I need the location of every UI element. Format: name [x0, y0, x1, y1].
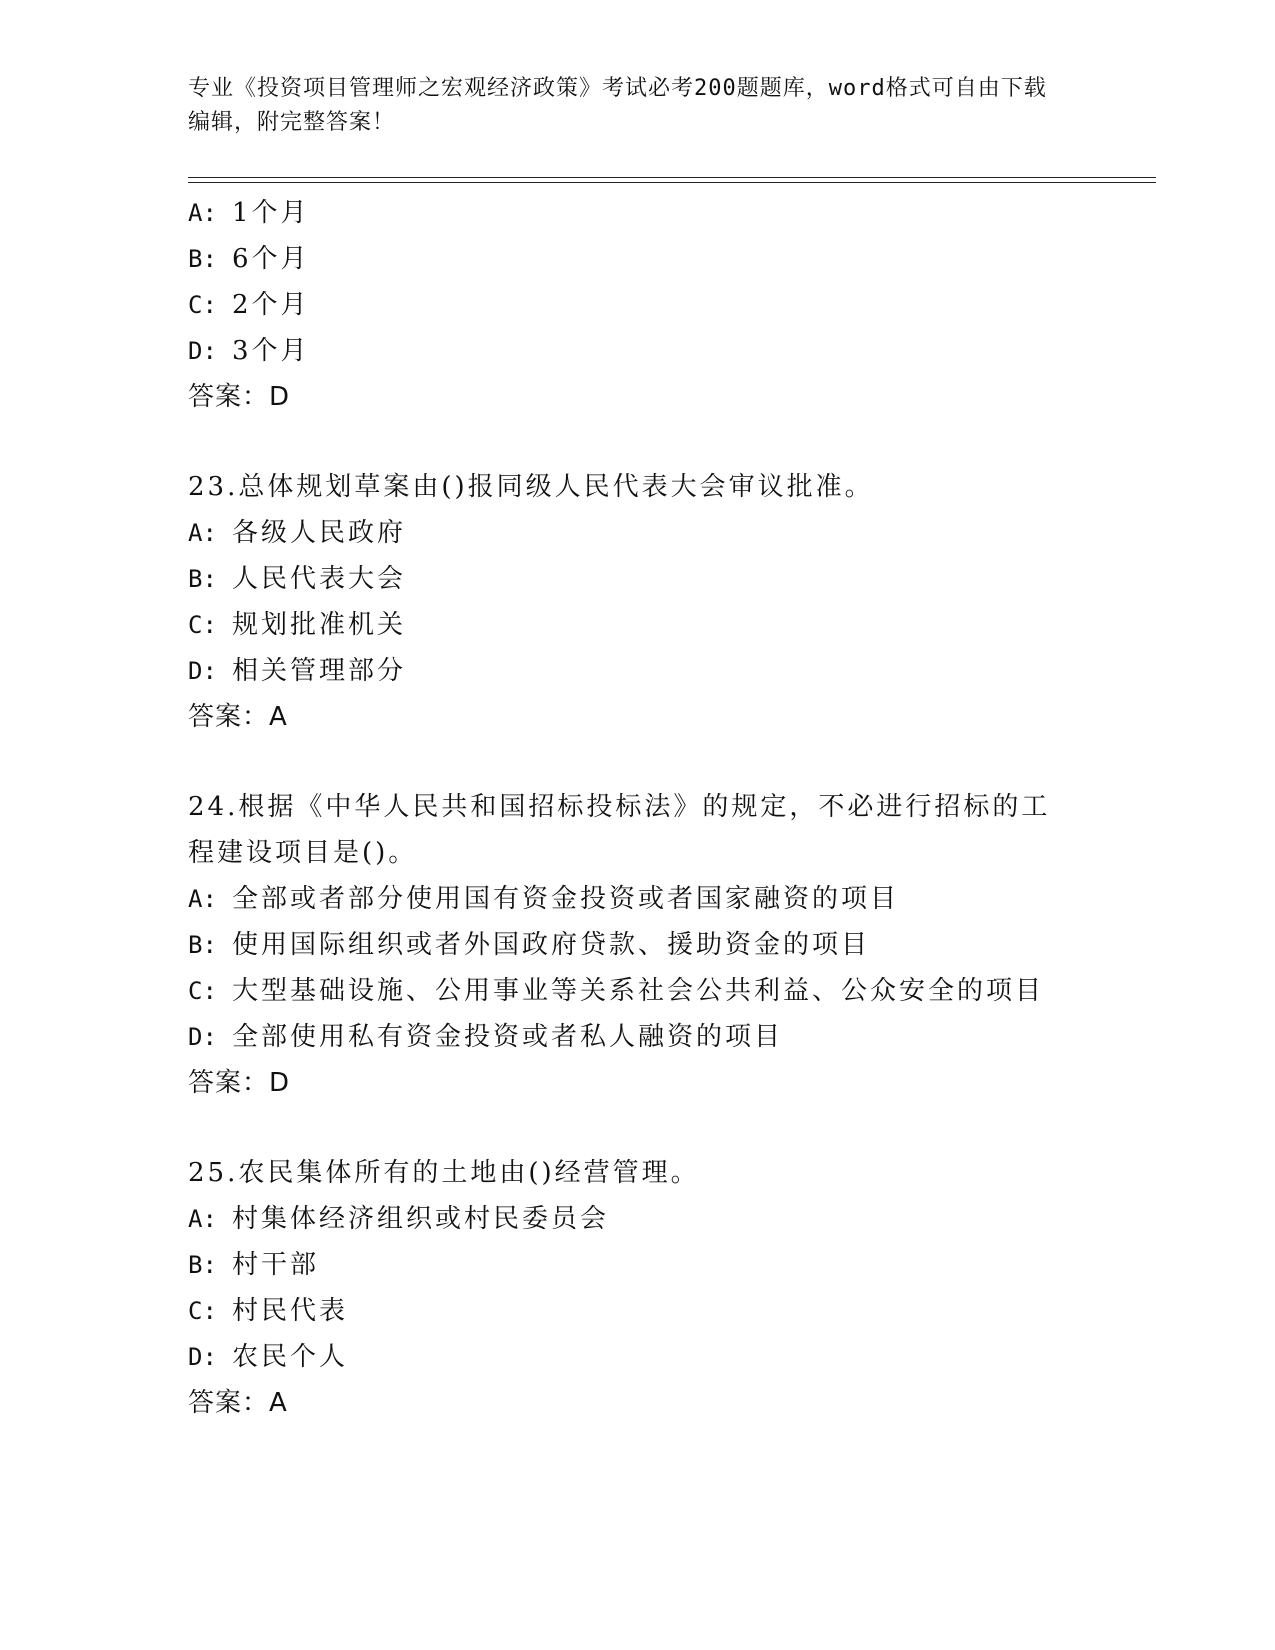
answer-line: 答案：A [188, 702, 288, 732]
spacer [188, 1106, 1088, 1150]
option-a [188, 190, 1088, 236]
option-text: 大型基础设施、公用事业等关系社会公共利益、公众安全的项目 [232, 976, 1045, 1006]
question-block-24 [188, 784, 1088, 1106]
option-label: B: [188, 245, 217, 273]
spacer [188, 740, 1088, 784]
option-label: C: [188, 1297, 217, 1325]
option-b [188, 556, 1088, 602]
option-c [188, 968, 1088, 1014]
option-text: 全部使用私有资金投资或者私人融资的项目 [232, 1022, 784, 1052]
spacer [188, 420, 1088, 464]
option-label: D: [188, 1023, 217, 1051]
option-d [188, 648, 1088, 694]
option-text: 规划批准机关 [232, 610, 407, 640]
option-d [188, 1334, 1088, 1380]
option-text: 村集体经济组织或村民委员会 [232, 1204, 610, 1234]
question-stem: 25.农民集体所有的土地由()经营管理。 [188, 1158, 700, 1188]
header-rule-top [188, 177, 1156, 178]
option-text: 2个月 [232, 290, 310, 320]
document-header: 专业《投资项目管理师之宏观经济政策》考试必考200题题库，word格式可自由下载编辑，附完整答案！ [188, 76, 1047, 135]
question-block-prev [188, 190, 1088, 420]
option-label: A: [188, 519, 217, 547]
option-c [188, 1288, 1088, 1334]
option-label: A: [188, 1205, 217, 1233]
option-text: 农民个人 [232, 1342, 349, 1372]
option-text: 村干部 [232, 1250, 320, 1280]
option-text: 使用国际组织或者外国政府贷款、援助资金的项目 [232, 930, 871, 960]
answer-line: 答案：A [188, 1388, 288, 1418]
option-label: A: [188, 885, 217, 913]
option-label: B: [188, 931, 217, 959]
option-text: 3个月 [232, 336, 310, 366]
answer-line: 答案：D [188, 1068, 291, 1098]
option-text: 1个月 [232, 198, 310, 228]
option-a [188, 1196, 1088, 1242]
option-label: C: [188, 611, 217, 639]
question-block-25 [188, 1150, 1088, 1426]
question-block-23 [188, 464, 1088, 740]
option-d [188, 328, 1088, 374]
option-a [188, 510, 1088, 556]
option-text: 全部或者部分使用国有资金投资或者国家融资的项目 [232, 884, 900, 914]
option-label: A: [188, 199, 217, 227]
question-stem: 24.根据《中华人民共和国招标投标法》的规定，不必进行招标的工程建设项目是()。 [188, 792, 1051, 868]
option-b [188, 236, 1088, 282]
option-b [188, 1242, 1088, 1288]
option-text: 各级人民政府 [232, 518, 407, 548]
option-label: C: [188, 977, 217, 1005]
option-text: 6个月 [232, 244, 310, 274]
option-label: C: [188, 291, 217, 319]
option-label: B: [188, 565, 217, 593]
header-rule-bottom [188, 182, 1156, 183]
option-c [188, 282, 1088, 328]
option-label: D: [188, 1343, 217, 1371]
question-stem: 23.总体规划草案由()报同级人民代表大会审议批准。 [188, 472, 874, 502]
option-label: D: [188, 337, 217, 365]
answer-line: 答案：D [188, 382, 291, 412]
option-c [188, 602, 1088, 648]
option-label: B: [188, 1251, 217, 1279]
option-text: 人民代表大会 [232, 564, 407, 594]
option-label: D: [188, 657, 217, 685]
option-text: 村民代表 [232, 1296, 349, 1326]
option-a [188, 876, 1088, 922]
question-list [188, 190, 1088, 1426]
option-d [188, 1014, 1088, 1060]
option-text: 相关管理部分 [232, 656, 407, 686]
option-b [188, 922, 1088, 968]
